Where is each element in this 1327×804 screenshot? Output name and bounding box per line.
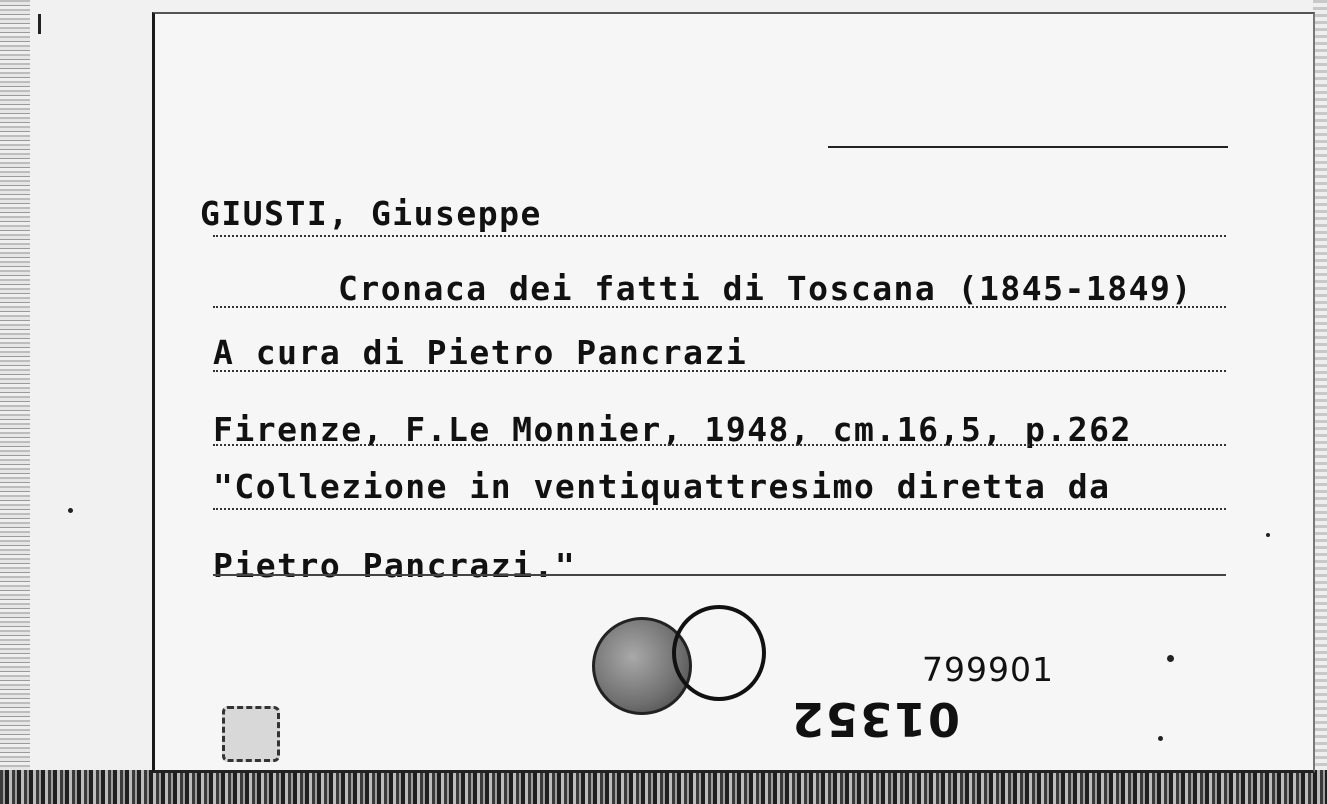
ring-stamp: [672, 605, 766, 701]
rule-1: [213, 235, 1226, 237]
catalog-number: 799901: [922, 650, 1054, 689]
rule-3: [213, 370, 1226, 372]
ink-dot: [1167, 655, 1174, 662]
rule-5: [213, 508, 1226, 510]
scan-edge-bottom: [0, 770, 1327, 804]
editor-line: A cura di Pietro Pancrazi: [213, 333, 748, 372]
author-line: GIUSTI, Giuseppe: [200, 194, 542, 233]
title-line: Cronaca dei fatti di Toscana (1845-1849): [338, 269, 1193, 308]
margin-tick-mark: [38, 14, 41, 34]
rule-6: [213, 574, 1226, 576]
scan-edge-left: [0, 0, 30, 804]
rule-4: [213, 444, 1226, 446]
ink-dot: [1266, 533, 1270, 537]
inverted-stamp-number: 01352: [790, 692, 961, 746]
ink-dot: [68, 508, 73, 513]
ink-dot: [1158, 736, 1163, 741]
series-line-2: Pietro Pancrazi.": [213, 546, 577, 585]
imprint-line: Firenze, F.Le Monnier, 1948, cm.16,5, p.262: [213, 410, 1132, 449]
top-right-rule: [828, 146, 1228, 148]
corner-mark: [222, 706, 280, 762]
series-line-1: "Collezione in ventiquattresimo diretta da: [213, 467, 1111, 506]
scan-edge-right: [1313, 0, 1327, 804]
rule-2: [213, 306, 1226, 308]
